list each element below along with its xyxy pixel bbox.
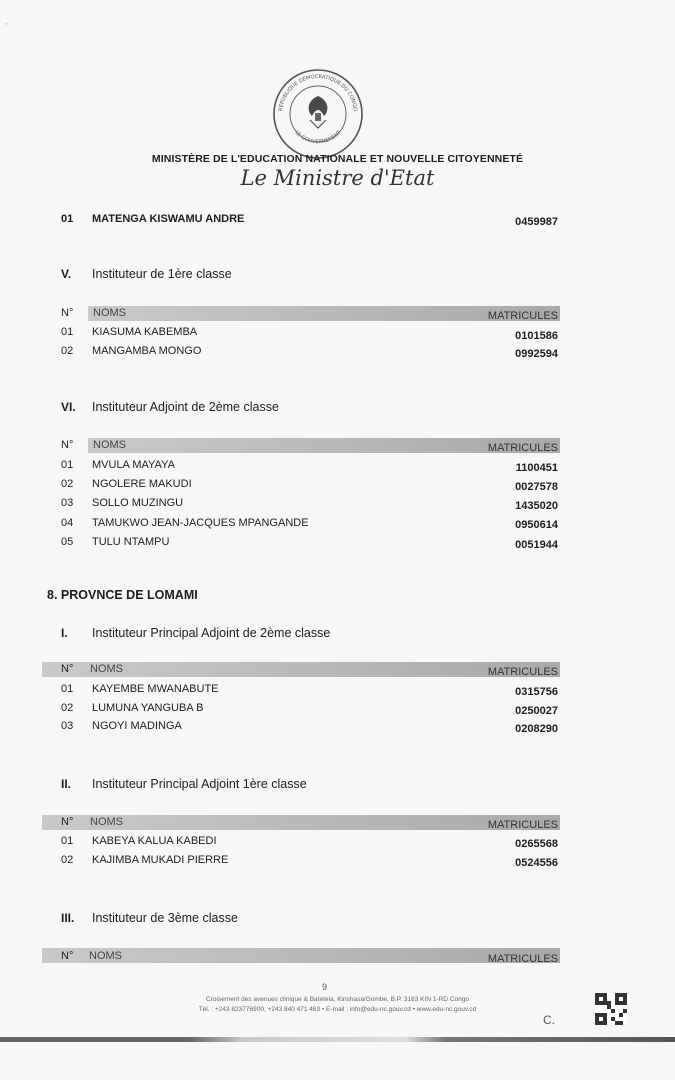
column-header-names: NOMS: [90, 663, 123, 675]
section-title: Instituteur de 3ème classe: [92, 911, 238, 925]
row-number: 02: [61, 854, 74, 866]
section-roman: III.: [61, 911, 75, 925]
row-matricule: 0208290: [515, 723, 558, 735]
column-header-matricules: MATRICULES: [487, 666, 558, 678]
column-header-matricules: MATRICULES: [487, 310, 558, 322]
row-name: KIASUMA KABEMBA: [92, 326, 198, 338]
column-header-no: N°: [61, 307, 74, 319]
row-number: 03: [61, 720, 74, 732]
row-number: 01: [61, 326, 74, 338]
section-roman: II.: [61, 777, 72, 791]
row-matricule: 0250027: [515, 705, 558, 717]
minister-title: Le Ministre d'Etat: [240, 166, 435, 190]
row-number: 01: [61, 683, 74, 695]
row-number: 02: [61, 345, 74, 357]
row-matricule: 0992594: [515, 348, 558, 360]
column-header-no: N°: [61, 950, 74, 962]
row-matricule: 0950614: [515, 519, 558, 531]
row-matricule: 1435020: [515, 500, 558, 512]
footer-address: Croisement des avenues clinique & Batetela, Kinshasa/Gombe, B.P. 3163 KIN 1-RD Congo: [206, 996, 469, 1003]
row-number: 01: [61, 213, 74, 225]
row-number: 04: [61, 517, 74, 529]
row-name: SOLLO MUZINGU: [92, 497, 184, 509]
row-name: NGOLERE MAKUDI: [92, 478, 192, 490]
row-number: 01: [61, 459, 74, 471]
footer-rule: [0, 1037, 675, 1042]
row-matricule: 0315756: [515, 686, 558, 698]
row-name: MVULA MAYAYA: [92, 459, 175, 471]
seal-text-top: RÉPUBLIQUE DÉMOCRATIQUE DU CONGO: [278, 73, 358, 112]
column-header-no: N°: [61, 663, 74, 675]
row-name: KAYEMBE MWANABUTE: [92, 683, 219, 695]
row-name: NGOYI MADINGA: [92, 720, 182, 732]
column-header-matricules: MATRICULES: [487, 442, 558, 454]
section-title: Instituteur de 1ère classe: [92, 267, 232, 281]
section-title: Instituteur Adjoint de 2ème classe: [92, 400, 279, 414]
row-number: 05: [61, 536, 74, 548]
row-name: LUMUNA YANGUBA B: [92, 702, 204, 714]
row-number: 02: [61, 702, 74, 714]
row-matricule: 1100451: [515, 462, 558, 474]
row-name: TAMUKWO JEAN-JACQUES MPANGANDE: [92, 517, 309, 529]
section-roman: VI.: [61, 400, 76, 414]
row-matricule: 0101586: [515, 330, 558, 342]
footer-contacts: Tél. : +243 823776900, +243 840 471 463 • E-mail : info@edu-nc.gouv.cd • www.edu-nc.gouv.cd: [198, 1006, 477, 1013]
svg-text:LE GOUVERNEMENT: [293, 129, 343, 145]
scan-speck: ': [6, 22, 8, 31]
row-matricule: 0051944: [515, 539, 558, 551]
row-number: 02: [61, 478, 74, 490]
row-name: MANGAMBA MONGO: [92, 345, 202, 357]
column-header-names: NOMS: [93, 307, 126, 319]
row-number: 01: [61, 835, 74, 847]
row-number: 03: [61, 497, 74, 509]
ministry-heading: MINISTÈRE DE L'EDUCATION NATIONALE ET NOUVELLE CITOYENNETÉ: [151, 153, 524, 165]
province-heading: 8. PROVNCE DE LOMAMI: [47, 588, 198, 602]
row-matricule: 0265568: [515, 838, 558, 850]
column-header-no: N°: [61, 439, 74, 451]
row-name: KABEYA KALUA KABEDI: [92, 835, 217, 847]
column-header-matricules: MATRICULES: [487, 953, 558, 965]
row-name: KAJIMBA MUKADI PIERRE: [92, 854, 229, 866]
row-name: MATENGA KISWAMU ANDRE: [92, 213, 245, 225]
row-name: TULU NTAMPU: [92, 536, 170, 548]
row-matricule: 0027578: [515, 481, 558, 493]
column-header-names: NOMS: [93, 439, 126, 451]
page-number: 9: [322, 982, 328, 992]
handwritten-mark: C.: [543, 1013, 555, 1027]
column-header-matricules: MATRICULES: [487, 819, 558, 831]
row-matricule: 0459987: [515, 216, 558, 228]
column-header-no: N°: [61, 816, 74, 828]
section-roman: I.: [61, 626, 68, 640]
column-header-names: NOMS: [90, 816, 123, 828]
section-title: Instituteur Principal Adjoint de 2ème classe: [92, 626, 331, 640]
section-title: Instituteur Principal Adjoint 1ère classe: [92, 777, 307, 791]
row-matricule: 0524556: [515, 857, 558, 869]
column-header-names: NOMS: [89, 950, 122, 962]
seal-text-bottom: LE GOUVERNEMENT: [293, 129, 343, 146]
section-roman: V.: [61, 267, 72, 281]
government-seal-icon: [270, 66, 366, 162]
qr-code-icon: [595, 993, 627, 1025]
